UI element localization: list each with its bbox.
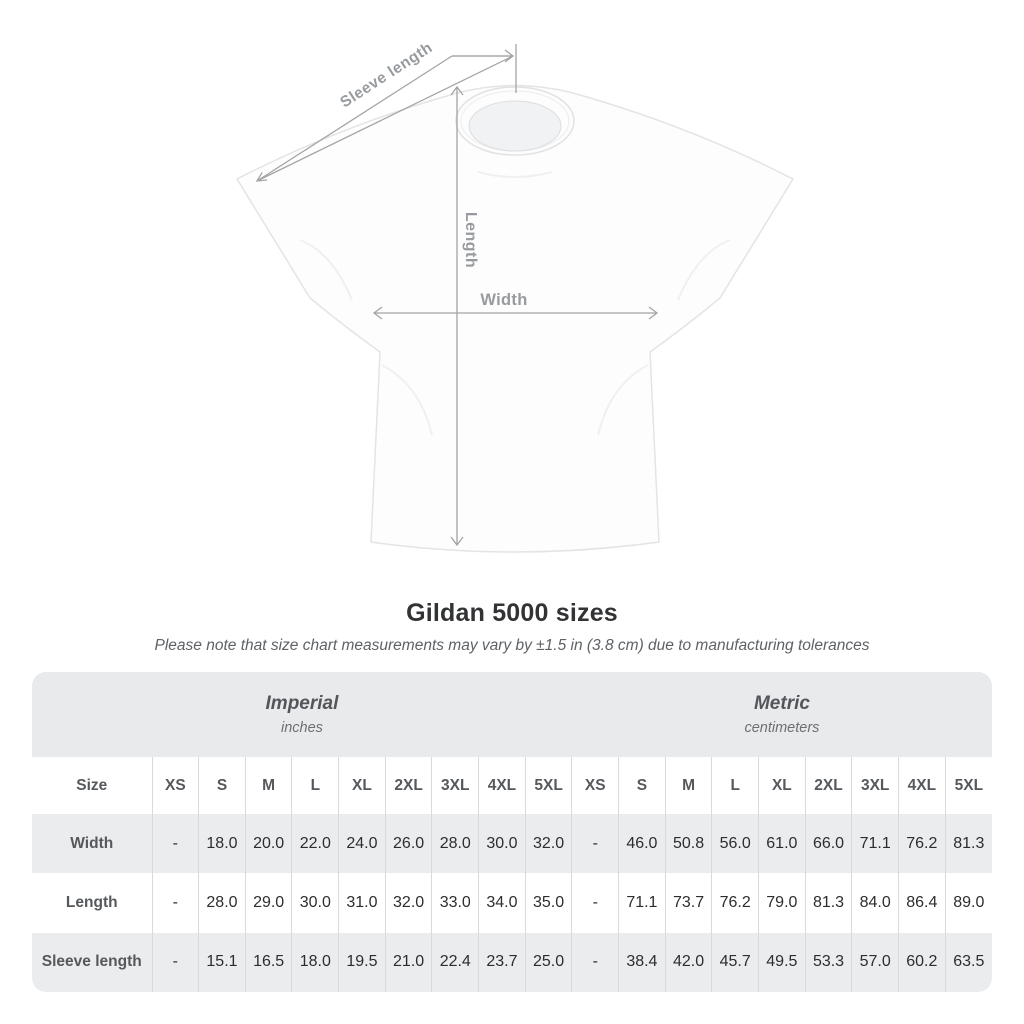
measurement-cell: 15.1	[199, 933, 246, 992]
measurement-cell: 71.1	[852, 814, 899, 873]
measurement-cell: 81.3	[945, 814, 992, 873]
measurement-cell: 76.2	[899, 814, 946, 873]
row-label: Sleeve length	[41, 953, 142, 971]
measurement-cell: 20.0	[245, 814, 292, 873]
sleeve-length-label: Sleeve length	[337, 39, 436, 112]
measurement-cell: 61.0	[759, 814, 806, 873]
measurement-cell: 30.0	[292, 873, 339, 932]
measurement-cell: 23.7	[479, 933, 526, 992]
measurement-cell: 63.5	[945, 933, 992, 992]
measurement-cell: 50.8	[665, 814, 712, 873]
measurement-cell: 24.0	[339, 814, 386, 873]
size-column-header: L	[292, 757, 339, 814]
measurement-cell: 49.5	[759, 933, 806, 992]
measurement-cell: 84.0	[852, 873, 899, 932]
measurement-cell: 32.0	[525, 814, 572, 873]
measurement-cell: 25.0	[525, 933, 572, 992]
title-block	[0, 599, 1024, 655]
measurement-cell: 66.0	[805, 814, 852, 873]
measurement-cell: 22.0	[292, 814, 339, 873]
unit-group-row	[32, 672, 992, 757]
size-column-header: XL	[759, 757, 806, 814]
size-column-header: S	[619, 757, 666, 814]
measurement-cell: 30.0	[479, 814, 526, 873]
size-column-header: 4XL	[479, 757, 526, 814]
size-column-header: L	[712, 757, 759, 814]
measurement-cell: 18.0	[292, 933, 339, 992]
size-corner-header: Size	[32, 757, 152, 814]
size-column-header: 3XL	[852, 757, 899, 814]
size-column-header: 2XL	[385, 757, 432, 814]
measurement-cell: 29.0	[245, 873, 292, 932]
size-column-header: 2XL	[805, 757, 852, 814]
size-column-header: 4XL	[899, 757, 946, 814]
measurement-cell: 22.4	[432, 933, 479, 992]
measurement-cell: 38.4	[619, 933, 666, 992]
measurement-cell: 16.5	[245, 933, 292, 992]
size-column-header: XL	[339, 757, 386, 814]
page-title: Gildan 5000 sizes	[406, 599, 618, 627]
measurement-cell: 28.0	[199, 873, 246, 932]
measurement-cell: 34.0	[479, 873, 526, 932]
measurement-cell: 60.2	[899, 933, 946, 992]
size-column-header: M	[245, 757, 292, 814]
measurement-cell: 89.0	[945, 873, 992, 932]
row-label: Length	[65, 893, 118, 911]
tolerance-note: Please note that size chart measurements may vary by ±1.5 in (3.8 cm) due to manufacturing tolerances	[154, 637, 870, 654]
measurement-cell: 45.7	[712, 933, 759, 992]
length-label: Length	[462, 211, 479, 269]
measurement-cell: 46.0	[619, 814, 666, 873]
measurement-cell: 32.0	[385, 873, 432, 932]
measurement-cell: 81.3	[805, 873, 852, 932]
metric-unit: centimeters	[744, 720, 820, 736]
measurement-cell: 19.5	[339, 933, 386, 992]
size-column-header: 5XL	[525, 757, 572, 814]
measurement-cell: 28.0	[432, 814, 479, 873]
measurement-cell: 21.0	[385, 933, 432, 992]
measurement-cell: 53.3	[805, 933, 852, 992]
measurement-cell: -	[572, 933, 619, 992]
measurement-cell: -	[152, 873, 199, 932]
imperial-unit: inches	[280, 720, 323, 736]
collar-opening	[469, 101, 561, 151]
measurement-cell: -	[152, 933, 199, 992]
row-label: Width	[70, 834, 114, 852]
size-header-row	[32, 757, 992, 814]
width-label: Width	[480, 291, 528, 309]
measurement-cell: -	[572, 814, 619, 873]
measurement-cell: 56.0	[712, 814, 759, 873]
measurement-cell: 79.0	[759, 873, 806, 932]
measurement-row	[32, 814, 992, 873]
measurement-cell: 57.0	[852, 933, 899, 992]
measurement-cell: 26.0	[385, 814, 432, 873]
measurement-row	[32, 933, 992, 992]
size-column-header: XS	[152, 757, 199, 814]
imperial-label: Imperial	[265, 693, 339, 714]
measurement-cell: 73.7	[665, 873, 712, 932]
size-table	[32, 672, 992, 992]
measurement-cell: 35.0	[525, 873, 572, 932]
size-column-header: M	[665, 757, 712, 814]
measurement-cell: 31.0	[339, 873, 386, 932]
measurement-cell: 18.0	[199, 814, 246, 873]
imperial-group-header	[32, 672, 572, 757]
metric-group-header	[572, 672, 992, 757]
measurement-cell: 86.4	[899, 873, 946, 932]
measurement-cell: -	[572, 873, 619, 932]
size-column-header: 3XL	[432, 757, 479, 814]
size-column-header: XS	[572, 757, 619, 814]
metric-label: Metric	[753, 693, 810, 714]
measurement-cell: 42.0	[665, 933, 712, 992]
measurement-row	[32, 873, 992, 932]
size-column-header: S	[199, 757, 246, 814]
measurement-cell: 33.0	[432, 873, 479, 932]
measurement-cell: 71.1	[619, 873, 666, 932]
size-table-grid	[32, 672, 992, 992]
measurement-cell: 76.2	[712, 873, 759, 932]
size-column-header: 5XL	[945, 757, 992, 814]
measurement-cell: -	[152, 814, 199, 873]
